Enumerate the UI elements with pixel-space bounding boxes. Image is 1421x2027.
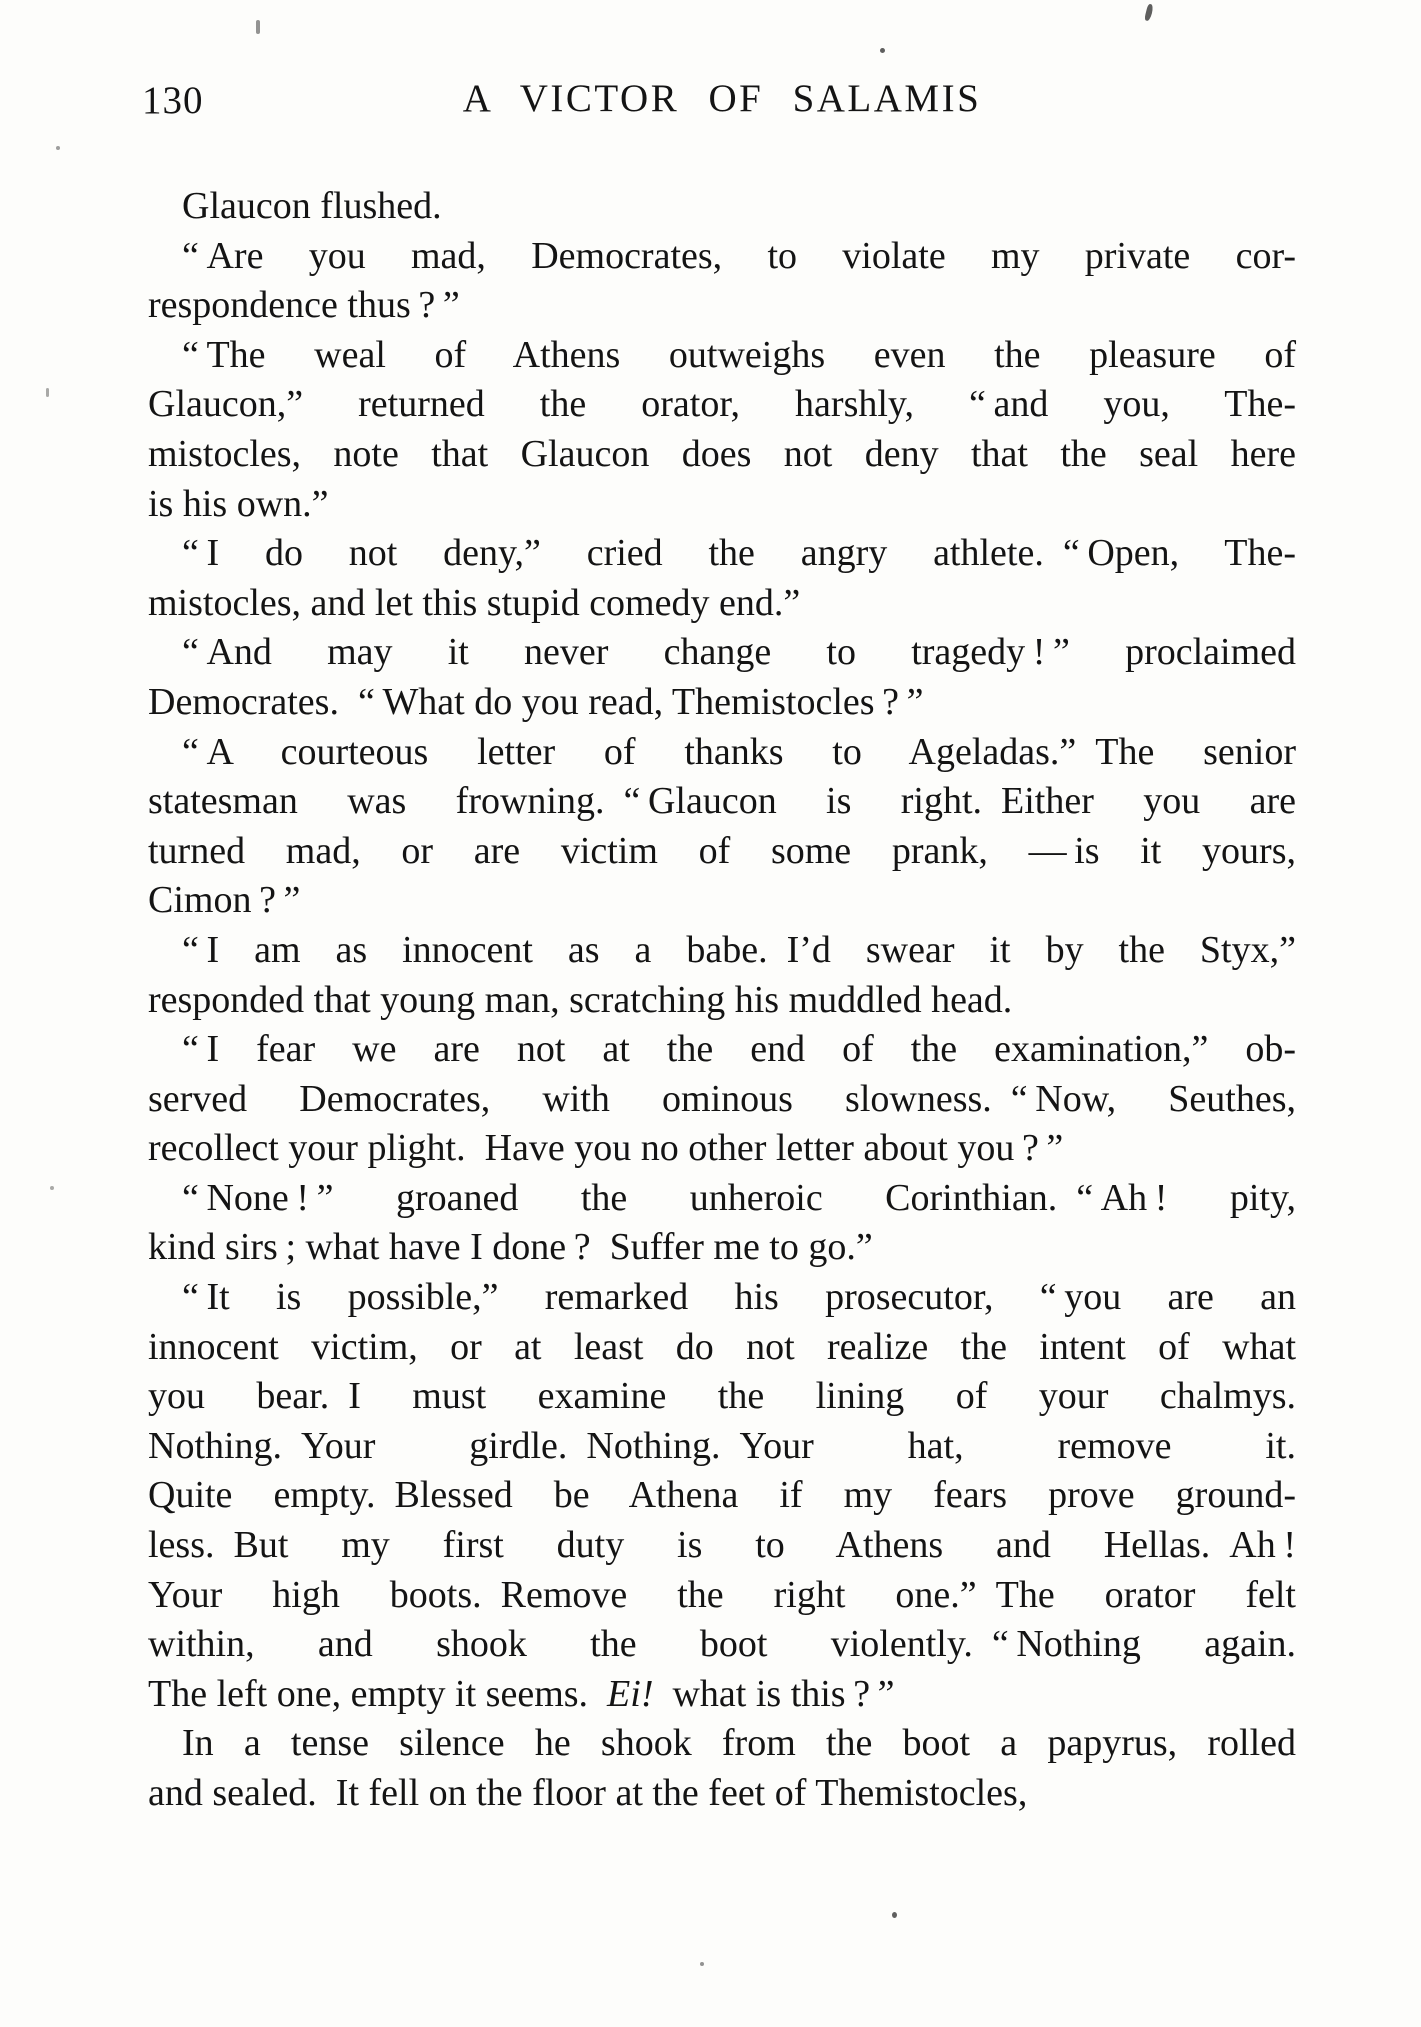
text-line: “ A courteous letter of thanks to Ageladas.” The senior [182,730,1296,773]
paragraph [148,529,1296,628]
text-line: you bear. I must examine the lining of your chalmys. [148,1375,1296,1418]
text-line: and sealed. It fell on the floor at the feet of Themistocles, [148,1772,1028,1814]
text-line: “ And may it never change to tragedy ! ” proclaimed [182,631,1296,674]
text-line: less. But my first duty is to Athens and Hellas. Ah ! [148,1524,1296,1567]
text-line: “ None ! ” groaned the unheroic Corinthian. “ Ah ! pity, [182,1176,1296,1219]
text-line: recollect your plight. Have you no other letter about you ? ” [148,1127,1064,1170]
text-line: In a tense silence he shook from the boot a papyrus, rolled [182,1722,1296,1765]
page-text [148,182,1296,1819]
paragraph [148,1273,1296,1719]
text-line: “ I do not deny,” cried the angry athlete. “ Open, The- [182,532,1296,575]
scan-speck [256,20,260,34]
text-line: “ I am as innocent as a babe. I’d swear it by the Styx,” [182,928,1296,971]
text-line: statesman was frowning. “ Glaucon is right. Either you are [148,780,1296,823]
text-line: Nothing. Your girdle. Nothing. Your hat, remove it. [148,1424,1296,1467]
scan-speck [700,1962,704,1966]
paragraph [148,182,1296,232]
text-segment: what is this ? ” [653,1672,895,1715]
scan-speck [1144,4,1154,22]
text-line [148,1670,1296,1720]
paragraph [148,232,1296,331]
scan-speck [892,1912,897,1918]
paragraph [148,728,1296,926]
text-line: respondence thus ? ” [148,284,460,327]
text-line: innocent victim, or at least do not realize the intent of what [148,1325,1296,1368]
scan-speck [56,146,60,150]
text-line: is his own.” [148,482,329,525]
scan-speck [46,388,49,397]
text-line: “ Are you mad, Democrates, to violate my private cor- [182,234,1296,277]
text-line: responded that young man, scratching his muddled head. [148,978,1013,1021]
text-line: mistocles, and let this stupid comedy end.” [148,581,801,624]
text-line: Glaucon,” returned the orator, harshly, “ and you, The- [148,383,1296,426]
paragraph [148,1719,1296,1818]
paragraph [148,628,1296,727]
text-line: Democrates. “ What do you read, Themistocles ? ” [148,680,924,723]
scan-speck [50,1186,54,1190]
text-line: turned mad, or are victim of some prank, — is it yours, [148,829,1296,872]
text-line: “ The weal of Athens outweighs even the pleasure of [182,333,1296,376]
text-line: mistocles, note that Glaucon does not deny that the seal here [148,432,1296,475]
text-segment: The left one, empty it seems. [148,1672,608,1715]
page-number: 130 [142,79,204,122]
text-line: served Democrates, with ominous slowness. “ Now, Seuthes, [148,1077,1296,1120]
text-line: kind sirs ; what have I done ? Suffer me to go.” [148,1226,873,1269]
text-line: Glaucon flushed. [182,185,442,227]
paragraph [148,1174,1296,1273]
text-line: “ I fear we are not at the end of the examination,” ob- [182,1028,1296,1071]
text-line: “ It is possible,” remarked his prosecutor, “ you are an [182,1276,1296,1319]
paragraph [148,1025,1296,1174]
text-line: Your high boots. Remove the right one.” The orator felt [148,1573,1296,1616]
italic-text-segment: Ei! [607,1672,654,1715]
running-title: A VICTOR OF SALAMIS [462,77,982,120]
scan-speck [880,48,885,53]
page-header [142,76,1296,122]
paragraph [148,331,1296,529]
paragraph [148,926,1296,1025]
text-line: within, and shook the boot violently. “ Nothing again. [148,1623,1296,1666]
text-line: Quite empty. Blessed be Athena if my fears prove ground- [148,1474,1296,1517]
text-line: Cimon ? ” [148,879,301,922]
